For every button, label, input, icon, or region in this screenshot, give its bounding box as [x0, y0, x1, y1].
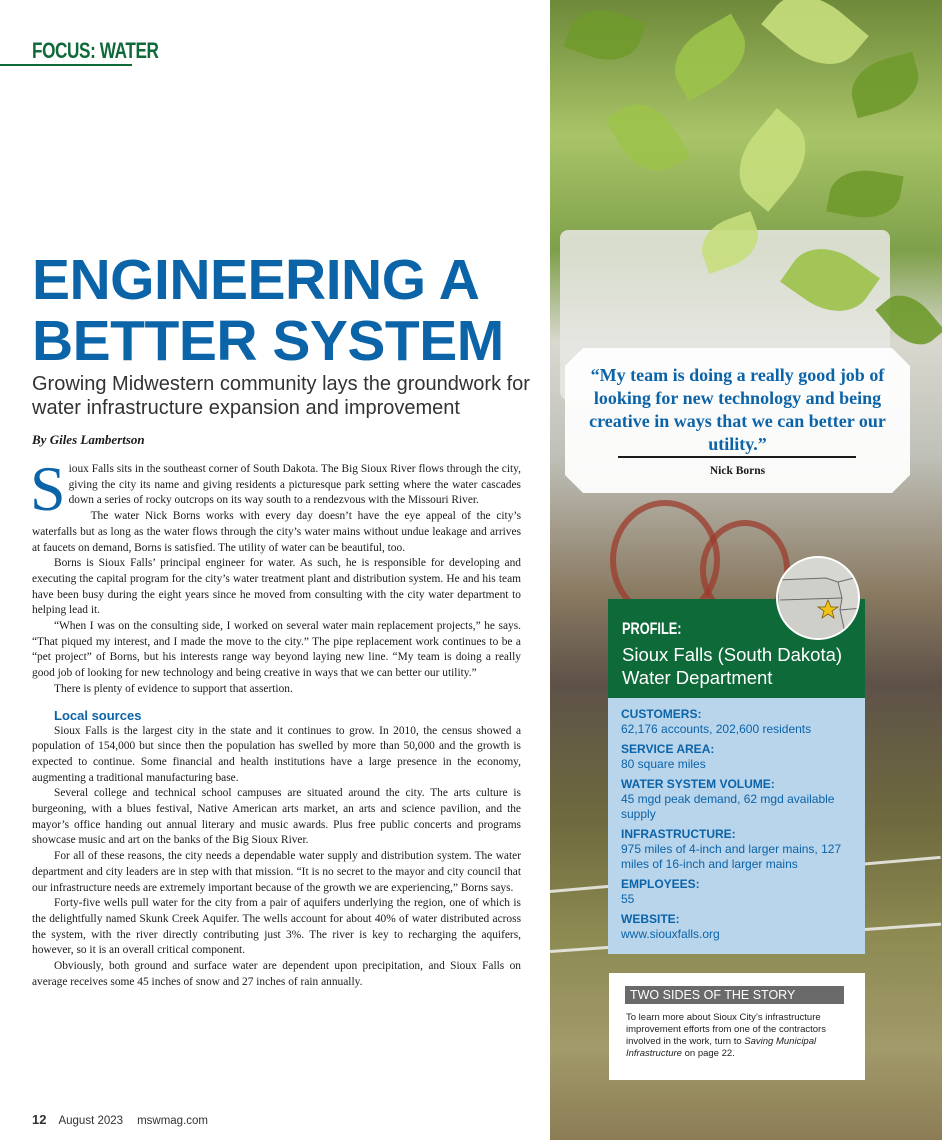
site-url: mswmag.com	[137, 1115, 208, 1127]
photo-water-crew	[550, 0, 942, 1140]
profile-item-value: 975 miles of 4-inch and larger mains, 127 miles of 16-inch and larger mains	[621, 842, 842, 871]
section-tag: FOCUS: WATER	[32, 38, 159, 63]
profile-details	[608, 698, 865, 954]
profile-item-label: EMPLOYEES:	[621, 877, 700, 891]
profile-item-value: 45 mgd peak demand, 62 mgd available supply	[621, 792, 835, 821]
paragraph: Borns is Sioux Falls’ principal engineer for water. As such, he is responsible for developing and executing the capital program for the city’s water treatment plant and distribution system. He and his team have been busy during the eight years since he moved from consulting with the city water department to helping lead it.	[32, 557, 521, 617]
deck: Growing Midwestern community lays the groundwork for water infrastructure expansion and improvement	[32, 373, 530, 419]
profile-item-value: 62,176 accounts, 202,600 residents	[621, 722, 812, 736]
subhead-local-sources: Local sources	[54, 707, 142, 723]
headline: ENGINEERING A BETTER SYSTEM	[32, 248, 504, 373]
pull-quote-text: “My team is doing a really good job of looking for new technology and being creative in ways that we can better our utility.”	[589, 365, 886, 454]
pull-quote-rule	[618, 456, 856, 458]
sidebar-title: TWO SIDES OF THE STORY	[625, 986, 844, 1004]
paragraph: For all of these reasons, the city needs a dependable water supply and distribution system. The water department and city leaders are in step with that mission. “It is no secret to the mayor and city council that our infrastructure needs are extremely important because of the growth we are experiencing,” Borns says.	[32, 850, 521, 894]
profile-item	[621, 912, 857, 942]
paragraph: Several college and technical school campuses are situated around the city. The arts culture is burgeoning, with a blues festival, Native American arts market, an arts and science pavilion, and the mayor’s office handing out annual literary and music awards. Plus free public concerts and programs showcase music and art on the banks of the Big Sioux River.	[32, 787, 521, 847]
byline: By Giles Lambertson	[32, 432, 145, 447]
profile-item-value: 55	[621, 892, 635, 906]
paragraph: There is plenty of evidence to support that assertion.	[54, 682, 293, 695]
paragraph: Sioux Falls sits in the southeast corner of South Dakota. The Big Sioux River flows through the city, giving the city its name and giving residents a picturesque park setting where the water cascades down a series of rocky outcrops on its way south to a rendezvous with the Missouri River.	[30, 453, 521, 524]
issue-date: August 2023	[58, 1115, 124, 1127]
paragraph: The water Nick Borns works with every day doesn’t have the eye appeal of the city’s waterfalls but as long as the water flows through the city’s water mains without undue leakage and arrives at faucets on demand, Borns is satisfied. The utility of water can be beautiful, too.	[32, 510, 521, 554]
article-body	[30, 453, 521, 991]
paragraph: Forty-five wells pull water for the city from a pair of aquifers underlying the region, one of which is the delightfully named Skunk Creek Aquifer. The wells account for about 40% of water distributed across the system, with the river directly contributing just 3%. The river is key to recharging the aquifers, however, so it is an overall critical component.	[32, 897, 521, 957]
profile-item-label: CUSTOMERS:	[621, 707, 702, 721]
profile-item-label: INFRASTRUCTURE:	[621, 827, 736, 841]
profile-item	[621, 742, 857, 772]
profile-item	[621, 827, 857, 872]
paragraph: Obviously, both ground and surface water are dependent upon precipitation, and Sioux Falls on average receives some 45 inches of snow and 27 inches of rain annually.	[32, 960, 521, 988]
profile-item	[621, 777, 857, 822]
state-map-icon	[776, 556, 860, 640]
profile-label: PROFILE:	[622, 619, 682, 638]
profile-item-label: WATER SYSTEM VOLUME:	[621, 777, 775, 791]
sidebar-text: To learn more about Sioux City’s infrastructure improvement efforts from one of the contractors involved in the work, turn to Saving Municipal Infrastructure on page 22.	[626, 1012, 826, 1059]
profile-item-value: 80 square miles	[621, 757, 706, 771]
drop-cap: S	[30, 453, 66, 524]
paragraph: Sioux Falls is the largest city in the state and it continues to grow. In 2010, the census showed a population of 154,000 but since then the population has swelled by more than 50,000 and the growth is expected to continue. Some financial and health institutions have a large presence in the economy, augmenting a traditional manufacturing base.	[32, 724, 521, 784]
profile-item-label: WEBSITE:	[621, 912, 680, 926]
profile-item	[621, 707, 857, 737]
sidebar-article-ref: Saving Municipal Infrastructure	[626, 1036, 817, 1059]
profile-item	[621, 877, 857, 907]
paragraph: “When I was on the consulting side, I worked on several water main replacement projects,” he says. “That piqued my interest, and I made the move to the city.” The pipe replacement work continues to be a “pet project” of Borns, but his interests range way beyond laying new line. “My team is doing a really good job of looking for new technology and being creative in ways that we can better our utility.”	[32, 620, 521, 680]
page-number: 12	[32, 1112, 47, 1127]
profile-item-label: SERVICE AREA:	[621, 742, 715, 756]
pull-quote-attribution: Nick Borns	[709, 465, 766, 477]
profile-title: Sioux Falls (South Dakota) Water Department	[622, 644, 843, 688]
section-rule	[0, 64, 132, 66]
profile-website-link[interactable]: www.siouxfalls.org	[621, 927, 720, 941]
folio	[32, 1112, 222, 1127]
